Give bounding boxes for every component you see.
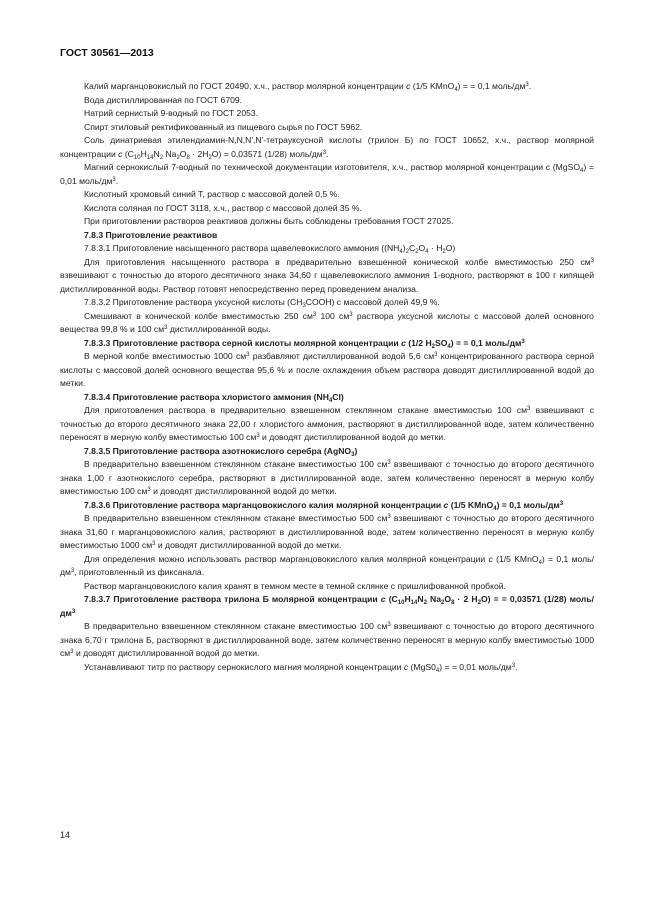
paragraph: 7.8.3.1 Приготовление насыщенного раствора щавелевокислого аммония $((NH_4)_2C_2O_4 \cdot H_2O)$ bbox=[84, 243, 456, 255]
paragraph: В предварительно взвешенном стеклянном стакане вместимостью 500 $см^3$ взвешивают с точностью до второго десятичного знака 31,60 г марганцовокислого калия, растворяют в дистиллированной воде, затем количественно переносят в мерную колбу вместимостью 1000 $см^3$ и доводят дистиллированной водой до метки. bbox=[60, 513, 594, 550]
section-heading: 7.8.3.3 Приготовление раствора серной кислоты молярной концентрации c (1/2 $H_2SO_4$) = = 0,1 моль/$дм^3$ bbox=[84, 337, 525, 350]
paragraph: Вода дистиллированная по ГОСТ 6709. bbox=[84, 94, 243, 105]
paragraph: Спирт этиловый ректификованный из пищевого сырья по ГОСТ 5962. bbox=[84, 121, 363, 132]
paragraph: Устанавливают титр по раствору сернокислого магния молярной концентрации c $(MgS0_4)$ = = 0,01 моль/$дм^3$. bbox=[84, 661, 518, 674]
paragraph: Натрий сернистый 9-водный по ГОСТ 2053. bbox=[84, 108, 259, 118]
document-body bbox=[60, 80, 594, 674]
paragraph: В предварительно взвешенном стеклянном стакане вместимостью 100 $см^3$ взвешивают с точностью до второго десятичного знака 6,70 г трилона Б, растворяют в дистиллированной воде, затем количественно переносят в мерную колбу вместимостью 1000 $см^3$ и доводят дистиллированной водой до метки. bbox=[60, 621, 594, 658]
paragraph: Смешивают в конической колбе вместимостью 250 $см^3$ 100 $см^3$ раствора уксусной кислоты с массовой долей основного вещества 99,8 % и 100 $см^3$ дистиллированной воды. bbox=[60, 310, 594, 334]
paragraph: Калий марганцовокислый по ГОСТ 20490, х.ч., раствор молярной концентрации c (1/5 KMnO$_4$) = = 0,1 моль/$дм^3$. bbox=[84, 81, 532, 93]
section-heading: 7.8.3.7 Приготовление раствора трилона Б молярной концентрации c ($C_{10}H_{14}N_2$ $Na_2O_8 \cdot 2$ $H_2O$) = = 0,03571 (1/28) моль/$дм^3$ bbox=[60, 594, 594, 618]
section-heading: 7.8.3 Приготовление реактивов bbox=[84, 229, 218, 240]
page-number: 14 bbox=[60, 830, 71, 840]
paragraph: Для приготовления насыщенного раствора в предварительно взвешенной конической колбе вместимостью 250 $см^3$ взвешивают с точностью до второго десятичного знака 34,60 г щавелевокислого аммония 1-водного, растворяют в 100 г кипящей дистиллированной воды. Раствор готовят непосредственно перед проведением анализа. bbox=[60, 256, 594, 294]
paragraph: Магний сернокислый 7-водный по технической документации изготовителя, х.ч., раствор молярной концентрации c (MgSO$_4$) = 0,01 моль/$дм^3$. bbox=[60, 162, 594, 186]
document-header: ГОСТ 30561—2013 bbox=[60, 47, 154, 59]
section-heading: 7.8.3.5 Приготовление раствора азотнокислого серебра (AgNO$_3$) bbox=[84, 445, 358, 458]
paragraph: Для определения можно использовать раствор марганцовокислого калия молярной концентрации c (1/5 KMnO$_4$) = 0,1 моль/$дм^3$, приготовленный из фиксанала. bbox=[60, 553, 594, 577]
paragraph: Соль динатриевая этилендиамин-N,N,N',N'-тетрауксусной кислоты (трилон Б) по ГОСТ 10652, х.ч., раствор молярной концентрации c ($C_{10}H_{14}N_2$ $Na_2O_8 \cdot 2H_2O) = 0,03571$ (1/28) моль/$дм^3$. bbox=[60, 135, 594, 161]
section-heading: 7.8.3.6 Приготовление раствора марганцовокислого калия молярной концентрации c (1/5 KMnO$_4$) = 0,1 моль/$дм^3$ bbox=[84, 499, 564, 512]
paragraph: 7.8.3.2 Приготовление раствора уксусной кислоты $(CH_3COOH)$ с массовой долей 49,9 %. bbox=[84, 297, 440, 309]
paragraph: Раствор марганцовокислого калия хранят в темном месте в темной склянке с пришлифованной пробкой. bbox=[84, 580, 506, 591]
paragraph: Кислотный хромовый синий Т, раствор с массовой долей 0,5 %. bbox=[84, 189, 340, 199]
paragraph: Кислота соляная по ГОСТ 3118, х.ч., раствор с массовой долей 35 %. bbox=[84, 202, 362, 213]
paragraph: При приготовлении растворов реактивов должны быть соблюдены требования ГОСТ 27025. bbox=[84, 216, 454, 226]
paragraph: Для приготовления раствора в предварительно взвешенном стеклянном стакане вместимостью 100 $см^3$ взвешивают с точностью до второго десятичного знака 22,00 г хлористого аммония, растворяют в дистиллированной воде, затем количественно переносят в мерную колбу вместимостью 100 $см^3$ и доводят дистиллированной водой до метки. bbox=[60, 405, 594, 442]
paragraph: В предварительно взвешенном стеклянном стакане вместимостью 100 $см^3$ взвешивают с точностью до второго десятичного знака 1,00 г азотнокислого серебра, растворяют в дистиллированной воде, затем количественно переносят в мерную колбу вместимостью 100 $см^3$ и доводят дистиллированной водой до метки. bbox=[60, 459, 594, 496]
section-heading: 7.8.3.4 Приготовление раствора хлористого аммония $(NH_4Cl)$ bbox=[84, 391, 344, 404]
paragraph: В мерной колбе вместимостью 1000 $см^3$ разбавляют дистиллированной водой 5,6 $см^3$ концентрированного раствора серной кислоты с массовой долей основного вещества 95,6 % и после охлаждения объем раствора доводят дистиллированной водой до метки. bbox=[60, 351, 595, 388]
